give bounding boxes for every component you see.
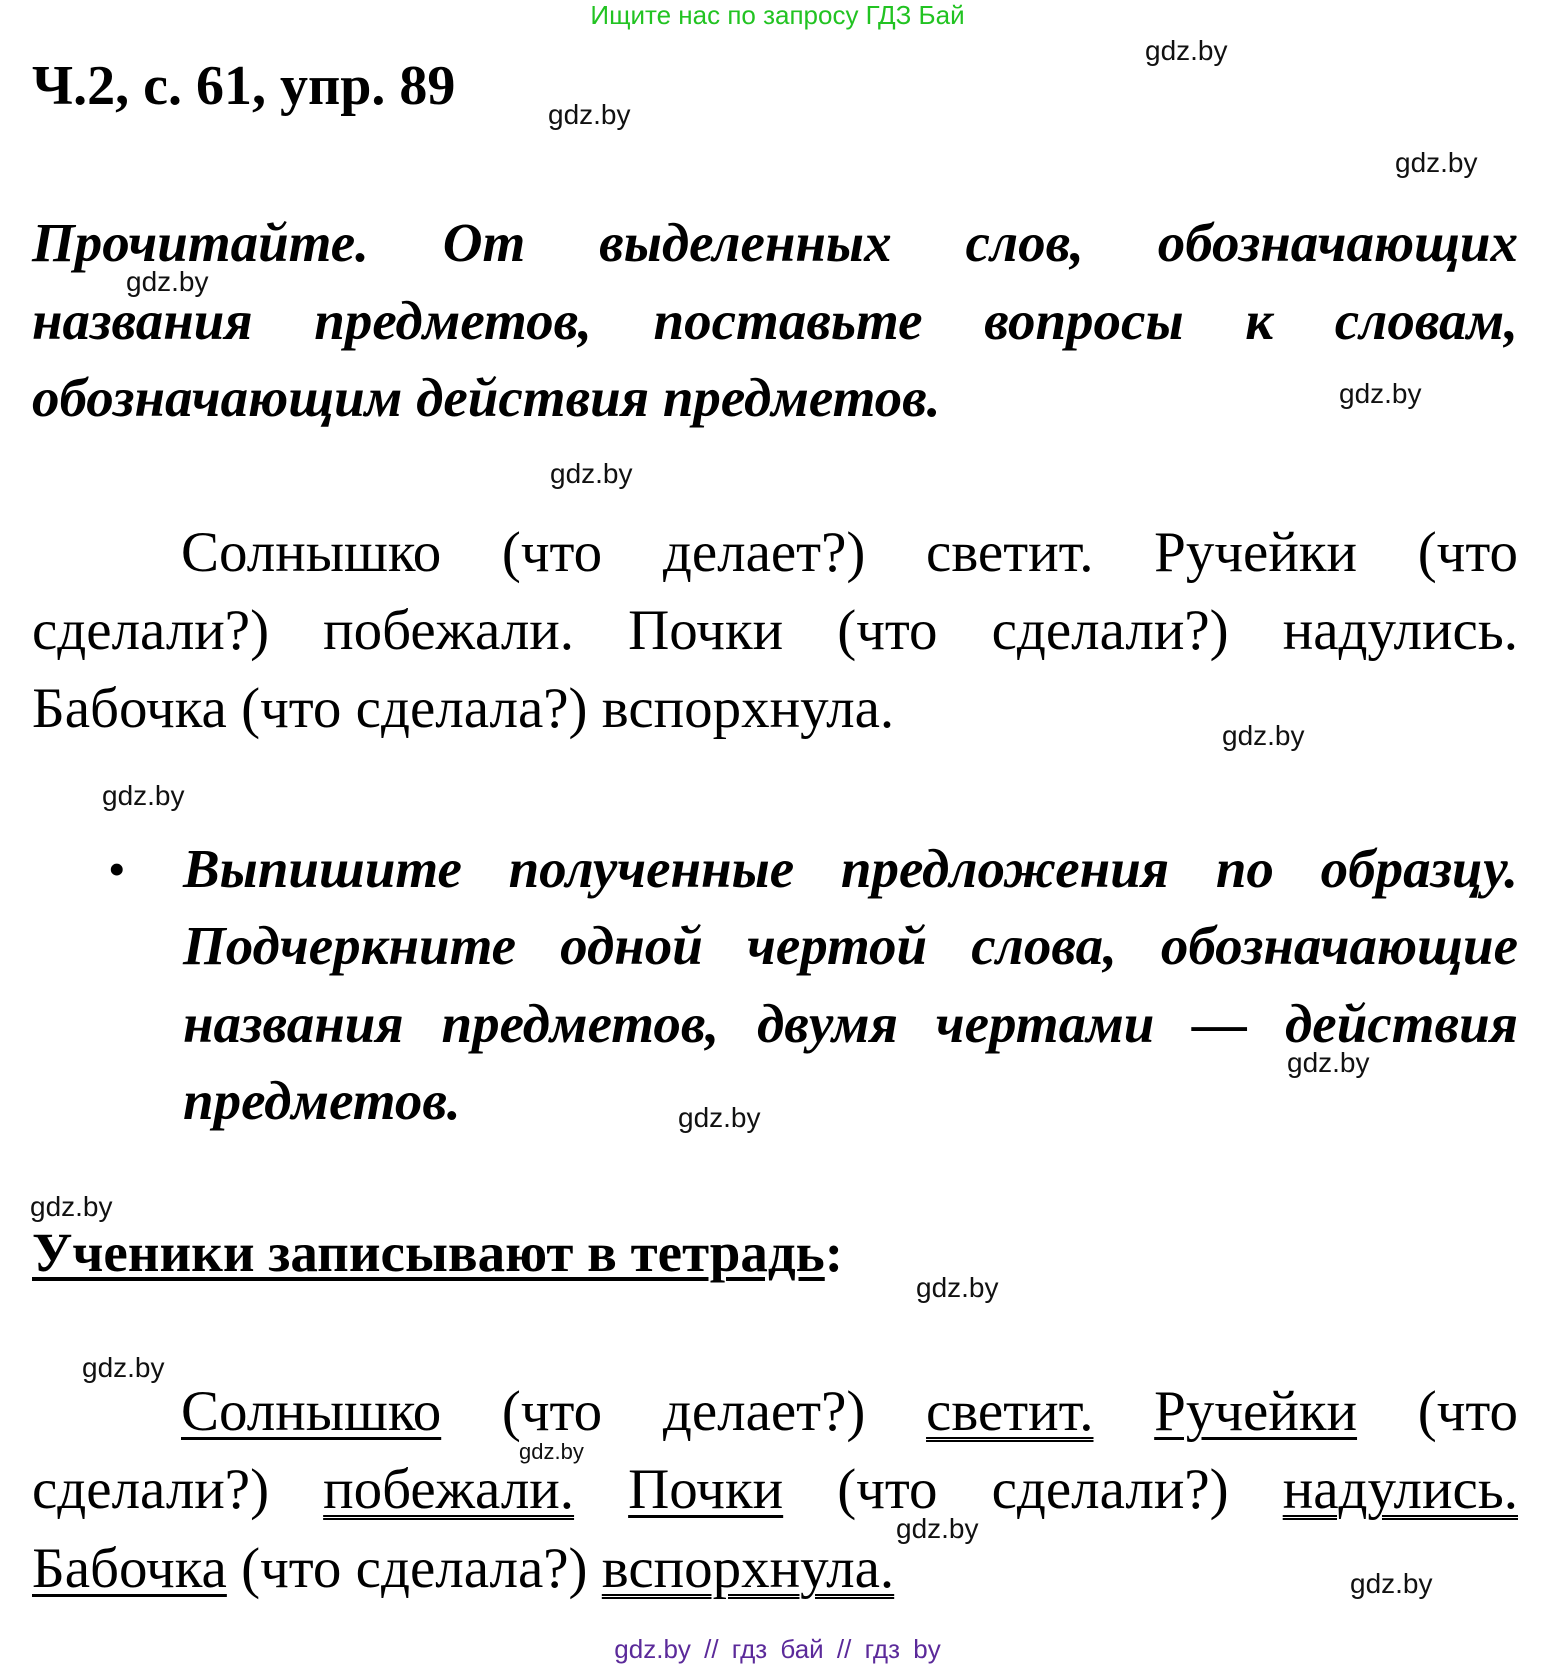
watermark: gdz.by — [548, 99, 631, 130]
watermark: gdz.by — [82, 1352, 165, 1383]
verb-double-underline: побежали. — [323, 1458, 575, 1521]
answer-text: (что сделали?) — [783, 1458, 1283, 1521]
answer-heading-colon: : — [824, 1222, 844, 1283]
noun-single-underline: Почки — [628, 1458, 784, 1521]
subtask-line: предметов. — [183, 1070, 461, 1131]
subtask-line: названия предметов, двумя чертами — действия — [183, 993, 1518, 1054]
noun-single-underline: Ручейки — [1154, 1380, 1358, 1443]
answer-text: (что — [1357, 1380, 1519, 1443]
answer-text: (что сделала?) — [226, 1537, 602, 1600]
page-title: Ч.2, с. 61, упр. 89 — [32, 55, 456, 117]
verb-double-underline: светит. — [926, 1380, 1094, 1443]
watermark: gdz.by — [102, 780, 185, 811]
answer-text: сделали?) — [32, 1458, 270, 1521]
text-line: Бабочка (что сделала?) вспорхнула. — [32, 677, 895, 740]
top-banner[interactable]: Ищите нас по запросу ГДЗ Бай — [590, 0, 965, 30]
answer-text: (что делает?) — [441, 1380, 927, 1443]
watermark: gdz.by — [519, 1439, 584, 1464]
answer-heading-text: Ученики записывают в тетрадь — [32, 1222, 825, 1283]
answer-text — [269, 1458, 323, 1521]
verb-double-underline: надулись. — [1282, 1458, 1518, 1521]
footer-links[interactable]: gdz.by // гдз бай // гдз by — [614, 1634, 941, 1664]
answer-line — [32, 1537, 895, 1600]
noun-single-underline: Бабочка — [32, 1537, 227, 1600]
watermark: gdz.by — [1339, 378, 1422, 409]
task-line: обозначающим действия предметов. — [32, 367, 941, 428]
subtask-line: Выпишите полученные предложения по образцу. — [183, 838, 1518, 899]
answer-line — [181, 1380, 1519, 1443]
bullet-icon: • — [108, 841, 126, 897]
watermark: gdz.by — [678, 1102, 761, 1133]
answer-text — [1094, 1380, 1155, 1443]
watermark: gdz.by — [1350, 1568, 1433, 1599]
verb-double-underline: вспорхнула. — [601, 1537, 895, 1600]
text-line: Солнышко (что делает?) светит. Ручейки (что — [181, 521, 1518, 584]
watermark: gdz.by — [1145, 35, 1228, 66]
noun-single-underline: Солнышко — [181, 1380, 442, 1443]
watermark: gdz.by — [550, 458, 633, 489]
watermark: gdz.by — [30, 1191, 113, 1222]
task-line: названия предметов, поставьте вопросы к словам, — [32, 290, 1518, 351]
answer-text — [574, 1458, 628, 1521]
watermark: gdz.by — [1222, 720, 1305, 751]
watermark: gdz.by — [126, 266, 209, 297]
answer-heading — [32, 1222, 844, 1283]
subtask-line: Подчеркните одной чертой слова, обозначающие — [183, 915, 1518, 976]
text-line: сделали?) побежали. Почки (что сделали?) надулись. — [32, 599, 1518, 662]
watermark: gdz.by — [916, 1272, 999, 1303]
watermark: gdz.by — [896, 1513, 979, 1544]
watermark: gdz.by — [1395, 147, 1478, 178]
task-line: Прочитайте. От выделенных слов, обозначающих — [32, 212, 1518, 273]
watermark: gdz.by — [1287, 1047, 1370, 1078]
answer-line — [32, 1458, 1518, 1521]
